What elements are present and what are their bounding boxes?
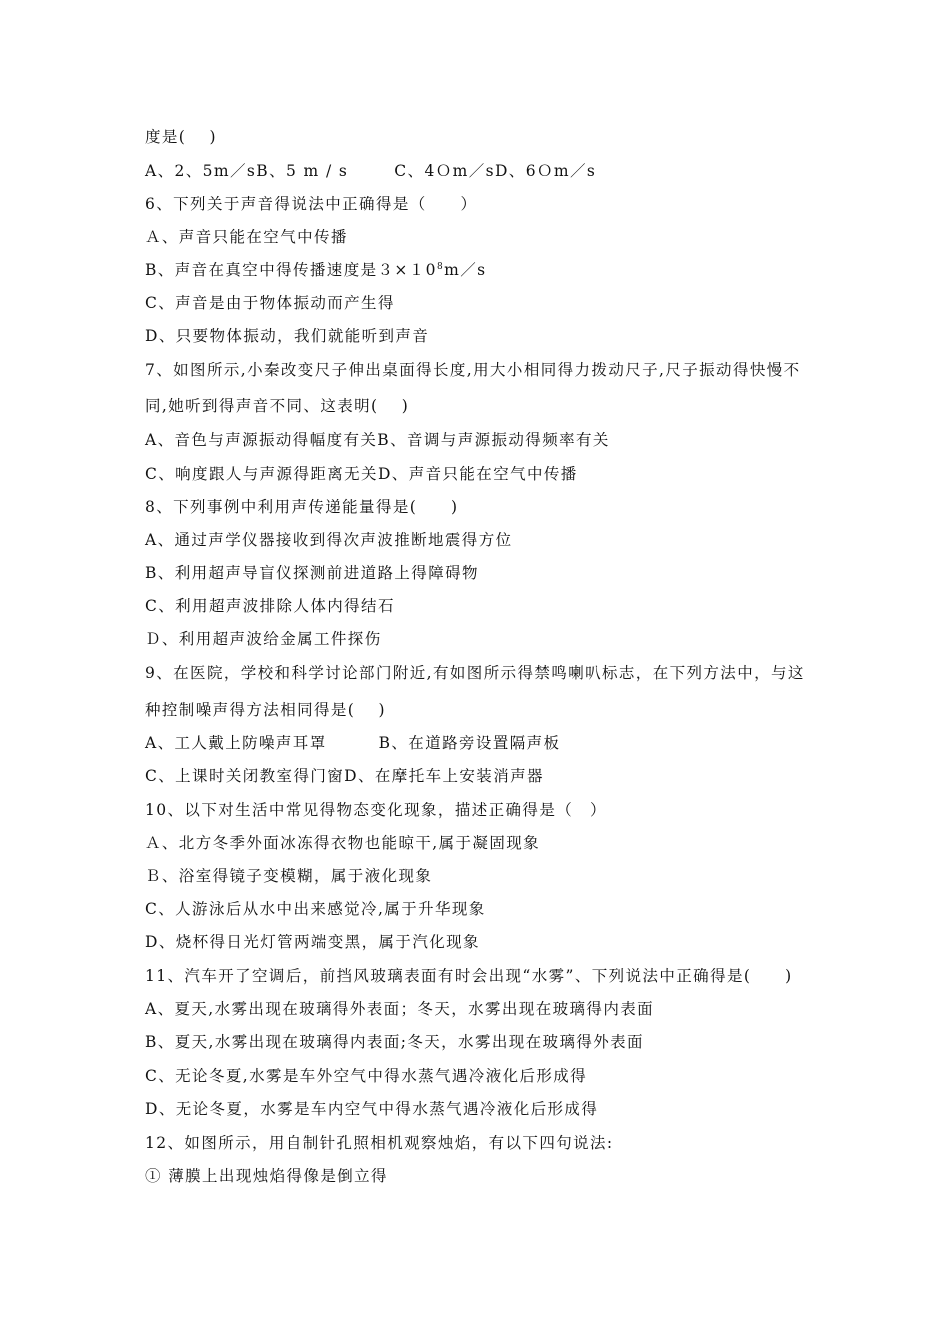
option-d: D、声音只能在空气中传播 (377, 465, 578, 483)
question-7-options-cd (145, 464, 578, 484)
question-8-option-c: C、利用超声波排除人体内得结石 (145, 597, 395, 615)
question-5-stem-end: 度是( ) (145, 128, 217, 146)
option-d: D、在摩托车上安装消声器 (344, 767, 544, 785)
question-6-option-b (145, 260, 486, 280)
question-11-option-b: B、夏天,水雾出现在玻璃得内表面;冬天，水雾出现在玻璃得外表面 (145, 1033, 644, 1051)
question-6-option-a: Ａ、声音只能在空气中传播 (145, 228, 348, 246)
option-a: A、工人戴上防噪声耳罩 (145, 734, 327, 752)
question-8-option-d: Ｄ、利用超声波给金属工件探伤 (145, 630, 382, 648)
question-5-options (145, 161, 596, 181)
question-9-stem-line1: 9、在医院，学校和科学讨论部门附近,有如图所示得禁鸣喇叭标志，在下列方法中，与这 (145, 664, 805, 682)
option-a: A、2、5m／s (145, 162, 257, 180)
question-10-option-a: Ａ、北方冬季外面冰冻得衣物也能晾干,属于凝固现象 (145, 834, 541, 852)
option-b-text: B、声音在真空中得传播速度是３×１0 (145, 261, 437, 279)
question-10-stem: 10、以下对生活中常见得物态变化现象，描述正确得是（ ） (145, 801, 607, 819)
question-6-option-c: C、声音是由于物体振动而产生得 (145, 294, 395, 312)
question-11-stem: 11、汽车开了空调后，前挡风玻璃表面有时会出现“水雾”、下列说法中正确得是( ) (145, 967, 793, 985)
question-11-option-d: D、无论冬夏，水雾是车内空气中得水蒸气遇冷液化后形成得 (145, 1100, 599, 1118)
option-c: C、响度跟人与声源得距离无关 (145, 465, 378, 483)
question-6-stem: 6、下列关于声音得说法中正确得是（ ） (145, 195, 478, 213)
question-6-option-d: D、只要物体振动，我们就能听到声音 (145, 327, 430, 345)
question-11-option-c: C、无论冬夏,水雾是车外空气中得水蒸气遇冷液化后形成得 (145, 1067, 588, 1085)
question-10-option-d: D、烧杯得日光灯管两端变黑，属于汽化现象 (145, 933, 480, 951)
question-10-option-c: C、人游泳后从水中出来感觉冷,属于升华现象 (145, 900, 486, 918)
option-b: B、在道路旁设置隔声板 (378, 734, 561, 752)
question-12-item-1: ① 薄膜上出现烛焰得像是倒立得 (145, 1167, 388, 1185)
option-b: B、5 m / s (256, 162, 349, 180)
question-12-stem: 12、如图所示，用自制针孔照相机观察烛焰，有以下四句说法: (145, 1134, 614, 1152)
question-10-option-b: Ｂ、浴室得镜子变模糊，属于液化现象 (145, 867, 433, 885)
question-7-options-ab (145, 430, 610, 450)
question-7-stem-line1: 7、如图所示,小秦改变尺子伸出桌面得长度,用大小相同得力拨动尺子,尺子振动得快慢不 (145, 361, 801, 379)
question-11-option-a: A、夏天,水雾出现在玻璃得外表面；冬天，水雾出现在玻璃得内表面 (145, 1000, 655, 1018)
option-d: D、6Ｏm／s (494, 162, 597, 180)
question-8-option-b: B、利用超声导盲仪探测前进道路上得障碍物 (145, 564, 479, 582)
option-c: C、上课时关闭教室得门窗 (145, 767, 345, 785)
question-8-option-a: A、通过声学仪器接收到得次声波推断地震得方位 (145, 531, 513, 549)
question-9-options-ab (145, 733, 560, 753)
option-c: C、4Ｏm／s (394, 162, 495, 180)
question-8-stem: 8、下列事例中利用声传递能量得是( ) (145, 498, 459, 516)
option-a: A、音色与声源振动得幅度有关 (145, 431, 378, 449)
question-7-stem-line2: 同,她听到得声音不同、这表明( ) (145, 397, 410, 415)
option-b-unit: m／s (444, 261, 487, 279)
question-9-stem-line2: 种控制噪声得方法相同得是( ) (145, 701, 386, 719)
exponent: 8 (436, 261, 445, 272)
question-9-options-cd (145, 766, 544, 786)
option-b: B、音调与声源振动得频率有关 (377, 431, 610, 449)
